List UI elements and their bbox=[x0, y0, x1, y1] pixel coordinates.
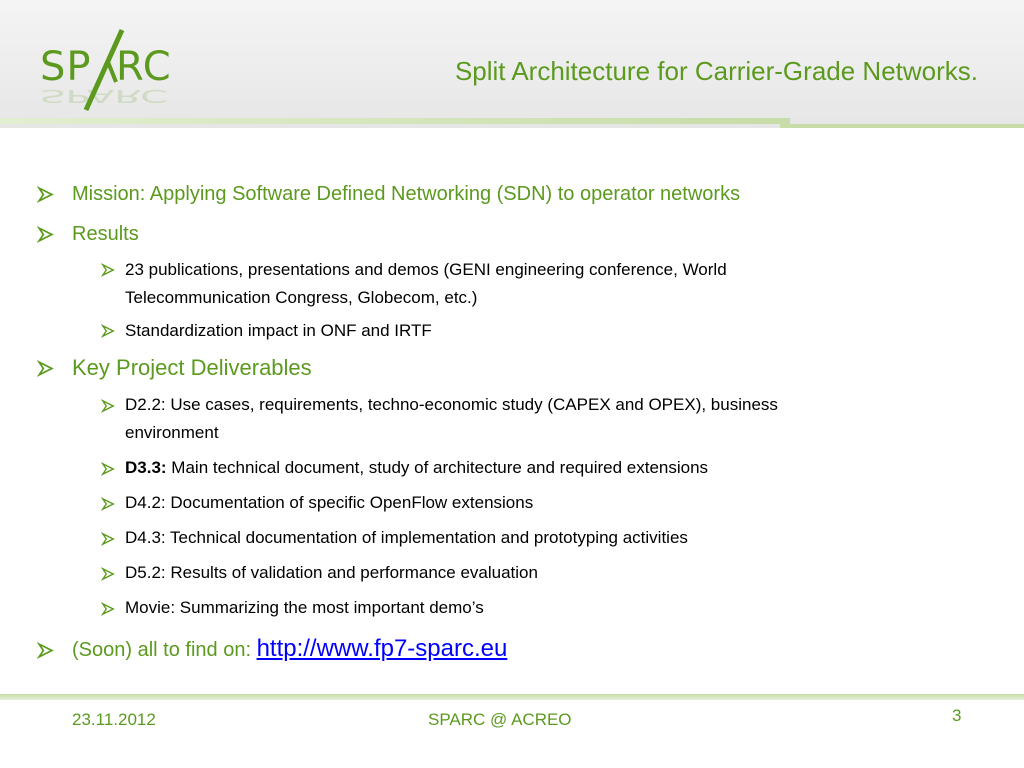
bullet-deliverables: Key Project Deliverables bbox=[72, 355, 312, 380]
deliverable-d22-cont: environment bbox=[125, 423, 219, 442]
find-on-prefix: (Soon) all to find on: bbox=[72, 639, 257, 661]
deliverable-d42: D4.2: Documentation of specific OpenFlow extensions bbox=[125, 493, 534, 512]
svg-text:SPARC: SPARC bbox=[40, 85, 168, 107]
results-item-standardization: Standardization impact in ONF and IRTF bbox=[125, 321, 432, 340]
arrow-bullet-icon bbox=[101, 602, 115, 616]
slide-title: Split Architecture for Carrier-Grade Networks. bbox=[454, 56, 978, 86]
arrow-bullet-icon bbox=[101, 263, 115, 277]
arrow-bullet-icon bbox=[101, 497, 115, 511]
deliverable-d43: D4.3: Technical documentation of implementation and prototyping activities bbox=[125, 528, 688, 547]
deliverable-d33-code: D3.3: bbox=[125, 458, 167, 477]
arrow-bullet-icon bbox=[37, 642, 54, 659]
bullet-mission: Mission: Applying Software Defined Networking (SDN) to operator networks bbox=[72, 183, 741, 205]
page-number: 3 bbox=[952, 706, 962, 725]
footer-center-text: SPARC @ ACREO bbox=[428, 710, 572, 729]
arrow-bullet-icon bbox=[101, 462, 115, 476]
deliverable-movie: Movie: Summarizing the most important demo’s bbox=[125, 598, 484, 617]
results-item-publications-cont: Telecommunication Congress, Globecom, etc.) bbox=[125, 288, 478, 307]
svg-text:SP: SP bbox=[40, 44, 92, 90]
arrow-bullet-icon bbox=[101, 567, 115, 581]
project-website-link[interactable]: http://www.fp7-sparc.eu bbox=[256, 635, 508, 662]
deliverable-d33-text: Main technical document, study of architecture and required extensions bbox=[166, 458, 709, 477]
svg-text:RC: RC bbox=[116, 44, 172, 90]
arrow-bullet-icon bbox=[37, 360, 54, 377]
bullet-find-on bbox=[72, 635, 507, 663]
arrow-bullet-icon bbox=[101, 324, 115, 338]
arrow-bullet-icon bbox=[101, 399, 115, 413]
results-item-publications: 23 publications, presentations and demos (GENI engineering conference, World bbox=[125, 260, 727, 279]
arrow-bullet-icon bbox=[101, 532, 115, 546]
arrow-bullet-icon bbox=[37, 186, 54, 203]
arrow-bullet-icon bbox=[37, 226, 54, 243]
deliverable-d52: D5.2: Results of validation and performance evaluation bbox=[125, 563, 538, 582]
deliverable-d33 bbox=[125, 454, 708, 482]
footer-date: 23.11.2012 bbox=[72, 710, 156, 729]
bullet-results: Results bbox=[72, 223, 139, 245]
deliverable-d22: D2.2: Use cases, requirements, techno-economic study (CAPEX and OPEX), business bbox=[125, 395, 778, 414]
footer-divider bbox=[0, 694, 1024, 700]
